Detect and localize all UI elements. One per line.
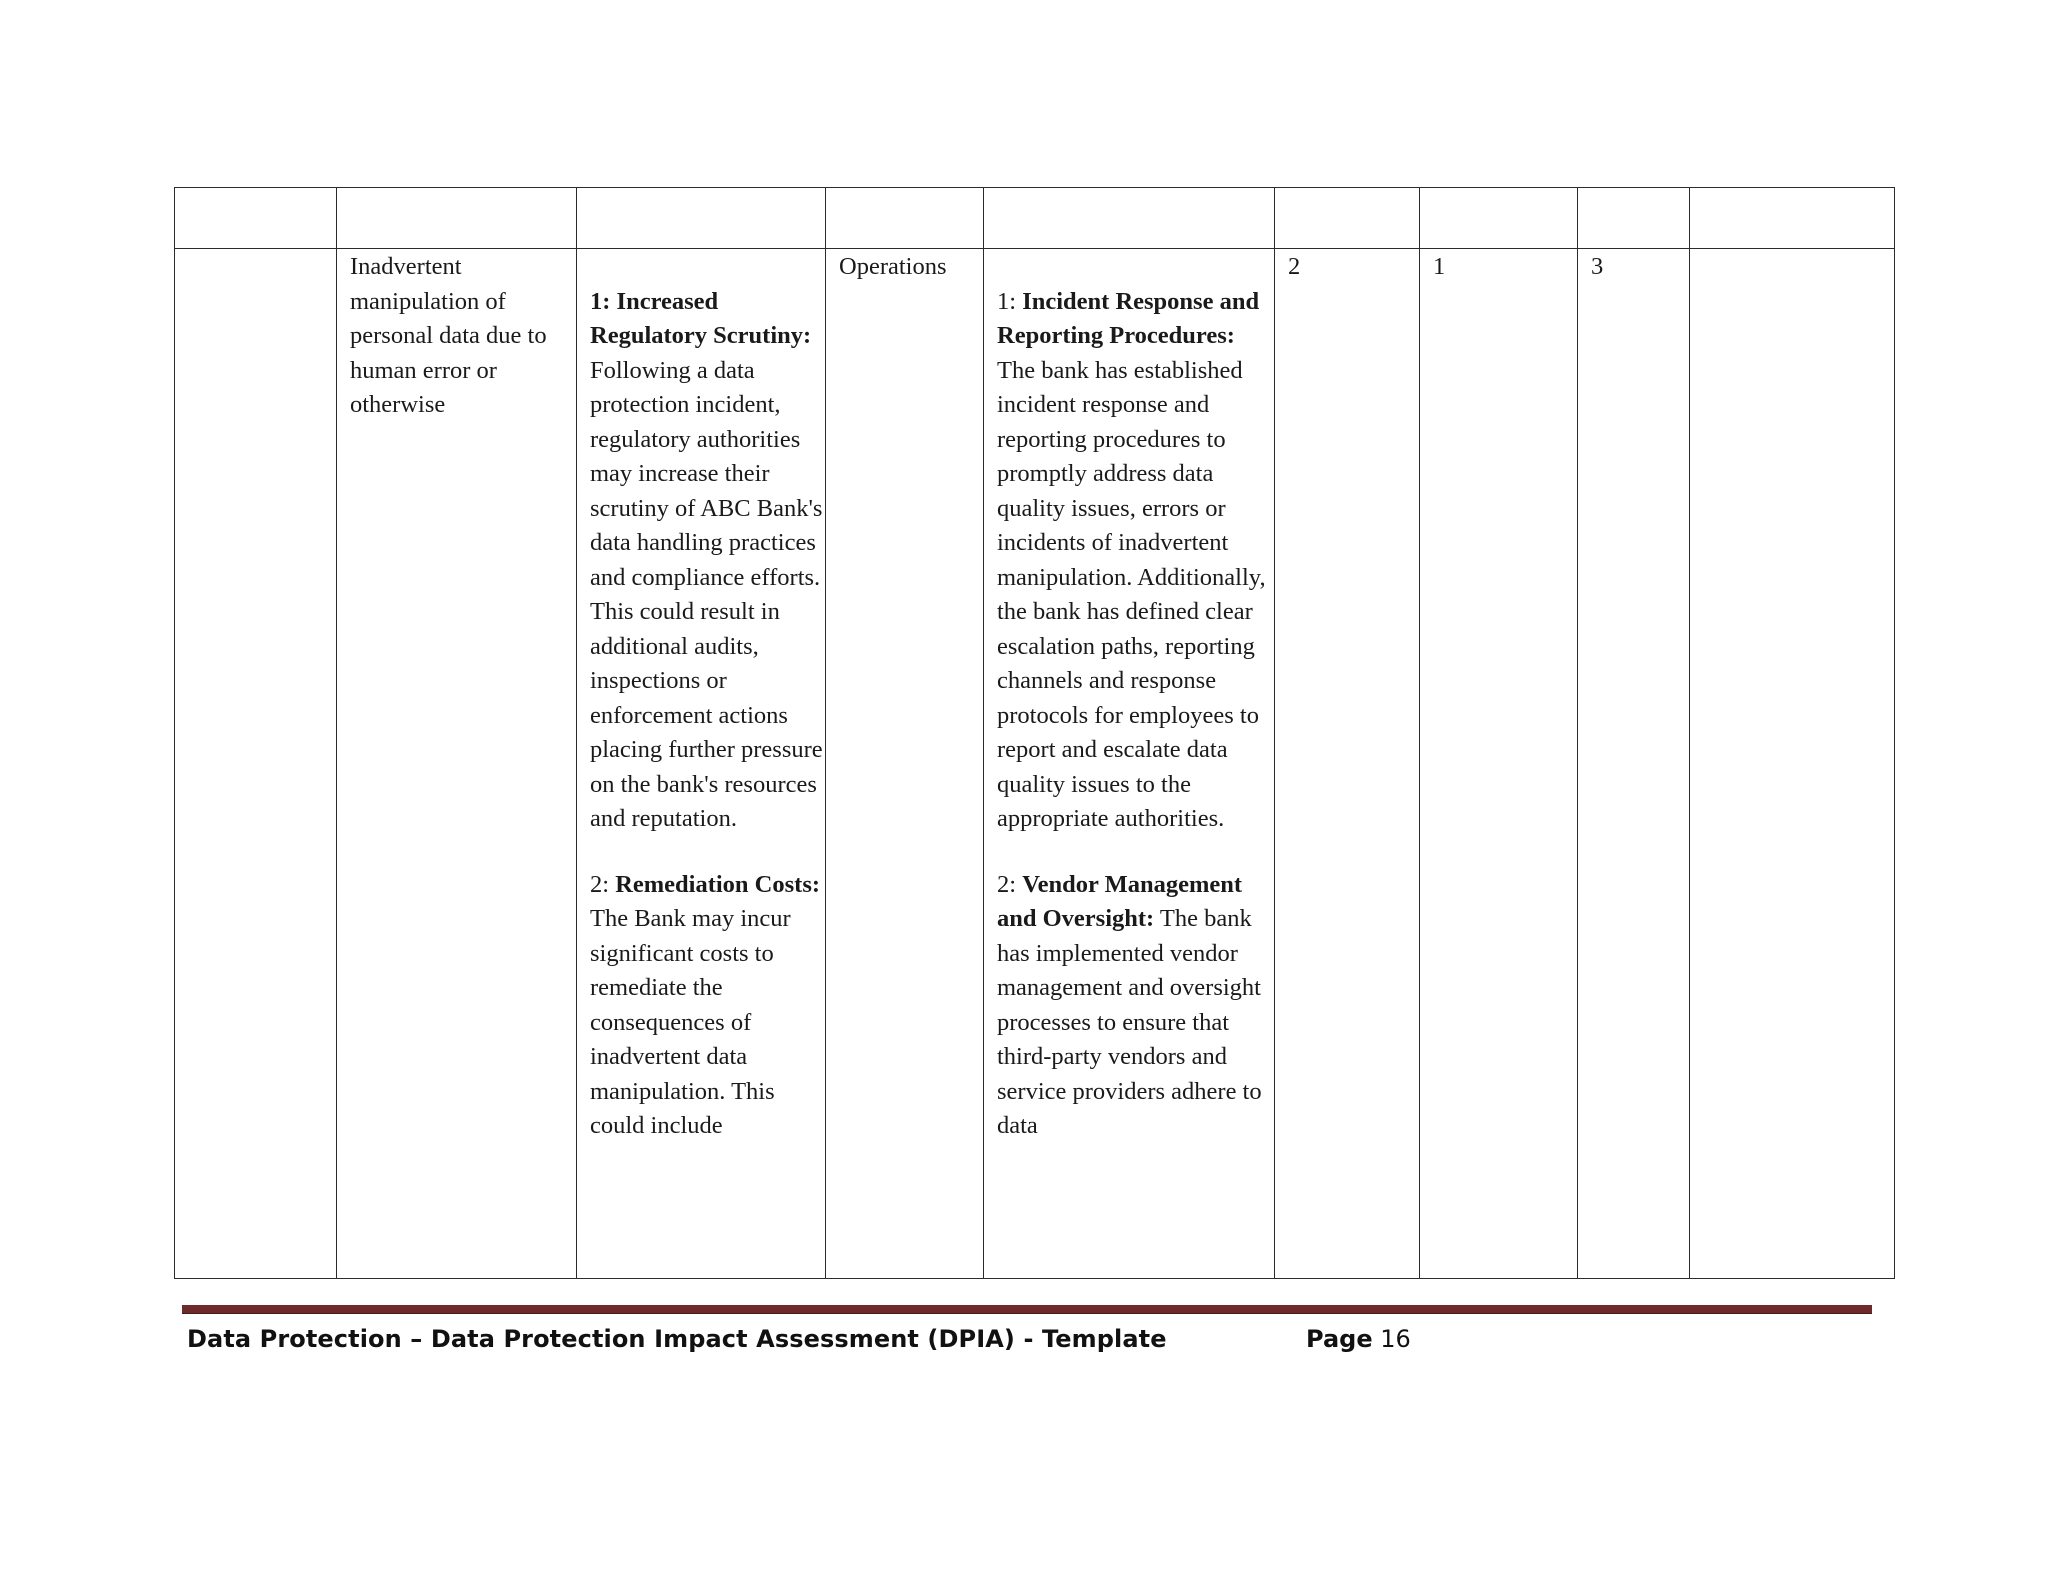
control-item-2 [997,868,1274,1144]
control-item-1 [997,285,1274,837]
impact-item-1 [590,285,825,837]
control-2-title: Vendor Management and Oversight: [997,870,1243,932]
risk-owner: Operations [839,253,947,280]
header-cell [1578,188,1690,249]
footer-document-title: Data Protection – Data Protection Impact Assessment (DPIA) - Template [187,1325,1167,1353]
impact-1-title: Increased Regulatory Scrutiny: [590,287,812,349]
impact-2-text: The Bank may incur significant costs to remediate the consequences of inadvertent data manipulation. This could include [590,905,791,1139]
table-row [175,249,1895,1279]
impact-2-prefix: 2: [590,870,616,898]
spacer [997,837,1274,868]
header-cell [1420,188,1578,249]
spacer [997,250,1274,285]
controls-cell [984,249,1275,1279]
header-cell [984,188,1275,249]
notes-cell [1690,249,1895,1279]
control-2-text: The bank has implemented vendor management and oversight processes to ensure that third-party vendors and service providers adhere to data [997,905,1262,1139]
header-cell [826,188,984,249]
risk-score-value: 3 [1591,253,1604,280]
likelihood-value: 2 [1288,253,1301,280]
control-2-prefix: 2: [997,870,1023,898]
impact-score-cell [1420,249,1578,1279]
impact-value: 1 [1433,253,1446,280]
control-1-prefix: 1: [997,287,1023,315]
spacer [590,837,825,868]
risk-description-cell [337,249,577,1279]
footer-page-number [1306,1325,1411,1353]
risk-assessment-table [174,187,1895,1279]
empty-cell [175,249,337,1279]
impact-1-text: Following a data protection incident, regulatory authorities may increase their scrutiny of ABC Bank's data handling practices and compliance efforts. This could result in additional audits, inspections or enforcement actions placing further pressure on the bank's resources and reputation. [590,356,823,832]
impact-2-title: Remediation Costs: [615,870,821,898]
control-1-title: Incident Response and Reporting Procedures: [997,287,1260,349]
header-cell [577,188,826,249]
page-number: 16 [1380,1325,1411,1353]
table-header-row [175,188,1895,249]
owner-cell [826,249,984,1279]
risk-description: Inadvertent manipulation of personal data due to human error or otherwise [350,253,547,418]
header-cell [1690,188,1895,249]
header-cell [175,188,337,249]
impact-1-prefix: 1: [590,287,617,315]
footer-divider [182,1305,1872,1314]
header-cell [337,188,577,249]
likelihood-cell [1275,249,1420,1279]
header-cell [1275,188,1420,249]
page-label: Page [1306,1325,1373,1353]
impact-item-2 [590,868,825,1144]
risk-score-cell [1578,249,1690,1279]
spacer [590,250,825,285]
impact-cell [577,249,826,1279]
control-1-text: The bank has established incident response and reporting procedures to promptly address data quality issues, errors or incidents of inadvertent manipulation. Additionally, the bank has defined clear escalation paths, reporting channels and response protocols for employees to report and escalate data quality issues to the appropriate authorities. [997,356,1266,832]
